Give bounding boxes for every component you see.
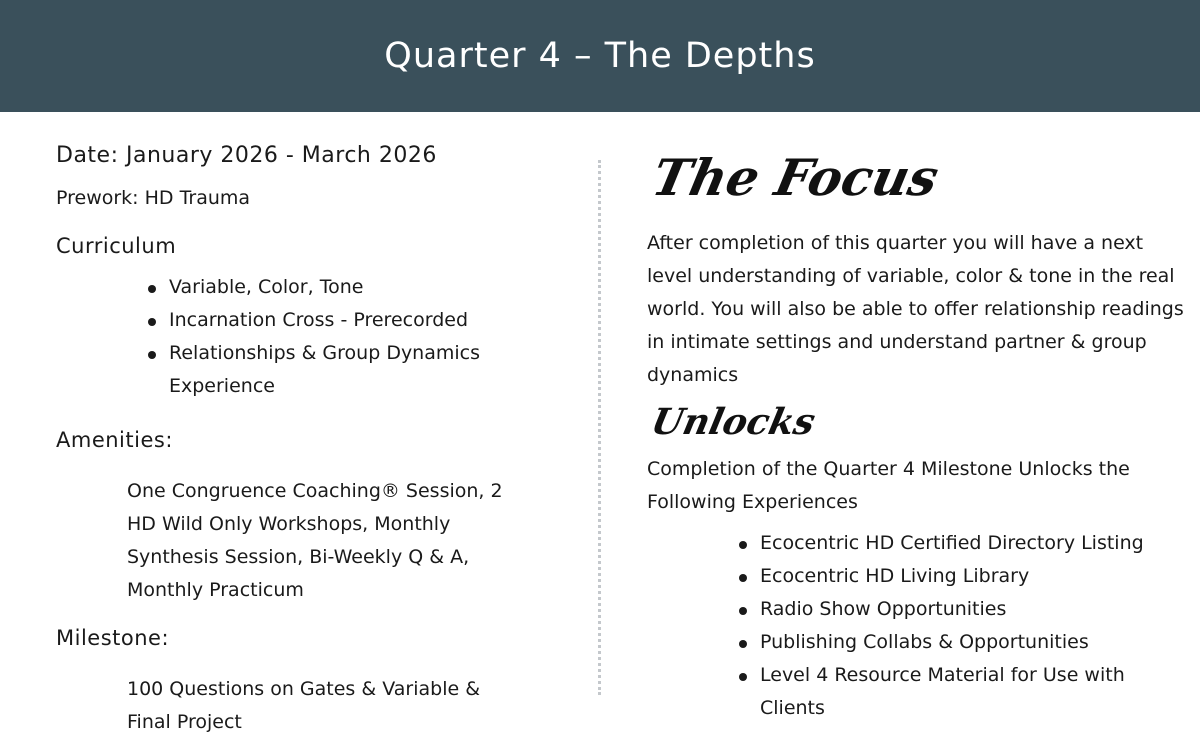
unlocks-heading: Unlocks: [647, 401, 819, 443]
page-title: Quarter 4 – The Depths: [384, 36, 816, 76]
milestone-heading: Milestone:: [56, 626, 170, 650]
unlock-item: Level 4 Resource Material for Use with Clients: [739, 659, 1189, 725]
unlocks-text: Completion of the Quarter 4 Milestone Unlocks the Following Experiences: [647, 458, 1130, 513]
curriculum-item: Relationships & Group Dynamics Experience: [148, 337, 548, 403]
milestone-text: 100 Questions on Gates & Variable & Final Project: [127, 678, 481, 733]
curriculum-heading: Curriculum: [56, 234, 177, 258]
header-banner: [0, 0, 1200, 112]
unlock-item: Radio Show Opportunities: [739, 593, 1189, 626]
focus-text: After completion of this quarter you will have a next level understanding of variable, color & tone in the real world. You will also be able to offer relationship readings in intimate settings and understand partner & group dynamics: [647, 232, 1184, 386]
amenities-text: One Congruence Coaching® Session, 2 HD Wild Only Workshops, Monthly Synthesis Session, Bi-Weekly Q & A, Monthly Practicum: [127, 480, 503, 601]
date-line: Date: January 2026 - March 2026: [56, 143, 437, 168]
curriculum-item: Variable, Color, Tone: [148, 271, 548, 304]
focus-heading: The Focus: [647, 148, 944, 207]
unlock-item: Ecocentric HD Living Library: [739, 560, 1189, 593]
curriculum-list: [148, 271, 548, 403]
unlocks-list: [739, 527, 1189, 725]
unlock-item: Ecocentric HD Certified Directory Listing: [739, 527, 1189, 560]
curriculum-item: Incarnation Cross - Prerecorded: [148, 304, 548, 337]
unlock-item: Publishing Collabs & Opportunities: [739, 626, 1189, 659]
prework-line: Prework: HD Trauma: [56, 187, 251, 209]
column-divider: [598, 160, 601, 695]
amenities-heading: Amenities:: [56, 428, 173, 452]
